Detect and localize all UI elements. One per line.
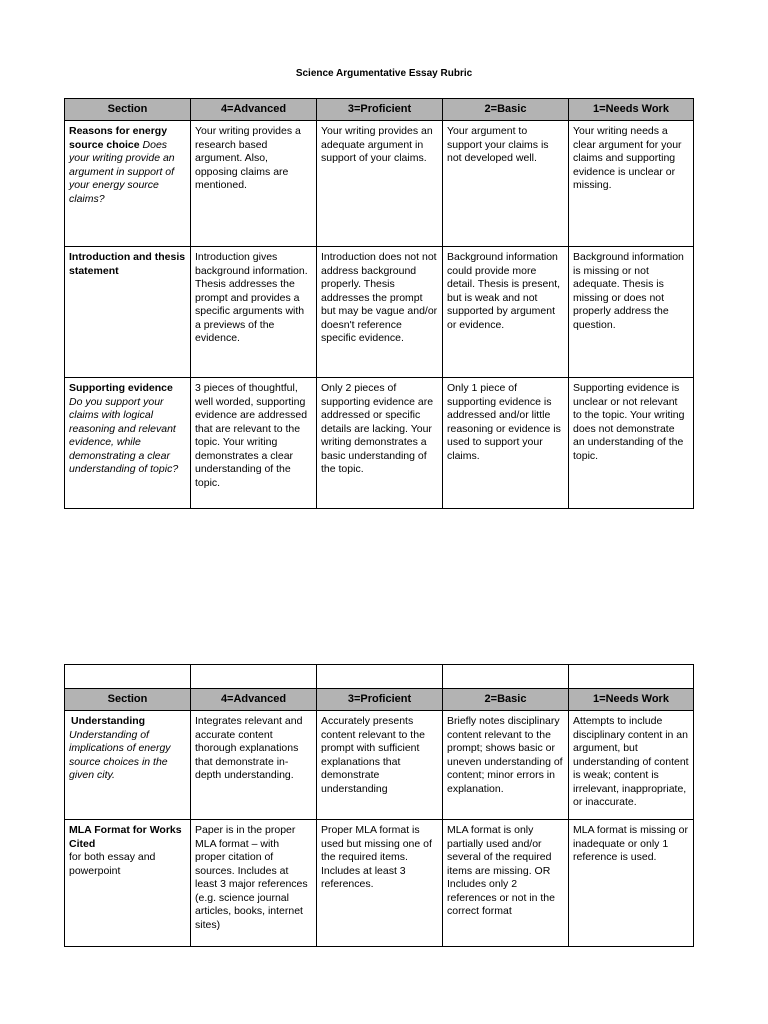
needs-work-cell: MLA format is missing or inadequate or only 1 reference is used. [569,820,694,947]
header-row [65,99,694,121]
proficient-cell: Introduction does not not address background properly. Thesis addresses the prompt but may be vague and/or doesn't reference specific evidence. [317,247,443,378]
rubric-table-2 [64,664,694,947]
blank-cell [569,665,694,689]
proficient-cell: Proper MLA format is used but missing one of the required items. Includes at least 3 references. [317,820,443,947]
proficient-cell: Only 2 pieces of supporting evidence are addressed or specific details are lacking. Your writing demonstrates a basic understanding of the topic. [317,378,443,509]
table-row [65,121,694,247]
basic-cell: Only 1 piece of supporting evidence is addressed and/or little reasoning or evidence is used to support your claims. [443,378,569,509]
header-needs-work: 1=Needs Work [569,689,694,711]
blank-cell [65,665,191,689]
header-section: Section [65,689,191,711]
table-row [65,820,694,947]
section-name: MLA Format for Works Cited [69,824,182,850]
header-proficient: 3=Proficient [317,99,443,121]
advanced-cell: Integrates relevant and accurate content thorough explanations that demonstrate in-depth understanding. [191,711,317,820]
table-row [65,378,694,509]
section-cell [65,121,191,247]
section-description: Does your writing provide an argument in support of your energy source claims? [69,138,175,205]
advanced-cell: Paper is in the proper MLA format – with proper citation of sources. Includes at least 3 major references (e.g. science journal articles, books, internet sites) [191,820,317,947]
header-row [65,689,694,711]
table-row [65,247,694,378]
header-basic: 2=Basic [443,99,569,121]
advanced-cell: 3 pieces of thoughtful, well worded, supporting evidence are addressed that are relevant to the topic. Your writing demonstrates a clear understanding of the topic. [191,378,317,509]
advanced-cell: Introduction gives background information. Thesis addresses the prompt and provides a specific arguments with a previews of the evidence. [191,247,317,378]
basic-cell: MLA format is only partially used and/or several of the required items are missing. OR Includes only 2 references or not in the correct format [443,820,569,947]
basic-cell: Briefly notes disciplinary content relevant to the prompt; shows basic or uneven understanding of content; minor errors in explanation. [443,711,569,820]
advanced-cell: Your writing provides a research based argument. Also, opposing claims are mentioned. [191,121,317,247]
header-section: Section [65,99,191,121]
blank-cell [317,665,443,689]
document-title: Science Argumentative Essay Rubric [295,68,473,79]
header-proficient: 3=Proficient [317,689,443,711]
basic-cell: Background information could provide more detail. Thesis is present, but is weak and not supported by argument or evidence. [443,247,569,378]
rubric-table-1 [64,98,694,509]
blank-cell [443,665,569,689]
header-needs-work: 1=Needs Work [569,99,694,121]
header-advanced: 4=Advanced [191,689,317,711]
header-advanced: 4=Advanced [191,99,317,121]
section-name: Supporting evidence [69,382,173,394]
section-cell [65,711,191,820]
header-basic: 2=Basic [443,689,569,711]
section-name: Introduction and thesis statement [69,251,186,277]
section-name: Reasons for energy source choice [69,125,168,151]
needs-work-cell: Background information is missing or not adequate. Thesis is missing or does not properly address the question. [569,247,694,378]
section-cell [65,378,191,509]
needs-work-cell: Your writing needs a clear argument for your claims and supporting evidence is unclear or missing. [569,121,694,247]
proficient-cell: Your writing provides an adequate argument in support of your claims. [317,121,443,247]
table-row [65,711,694,820]
section-description: Do you support your claims with logical reasoning and relevant evidence, while demonstrating a clear understanding of topic? [69,395,179,475]
blank-row [65,665,694,689]
basic-cell: Your argument to support your claims is not developed well. [443,121,569,247]
section-cell [65,820,191,947]
section-description: Understanding of implications of energy source choices in the given city. [69,728,171,781]
section-cell [65,247,191,378]
section-name: Understanding [71,715,146,727]
blank-cell [191,665,317,689]
section-description: for both essay and powerpoint [69,851,156,877]
needs-work-cell: Attempts to include disciplinary content in an argument, but understanding of content is weak; content is irrelevant, inappropriate, or inaccurate. [569,711,694,820]
proficient-cell: Accurately presents content relevant to the prompt with sufficient explanations that demonstrate understanding [317,711,443,820]
needs-work-cell: Supporting evidence is unclear or not relevant to the topic. Your writing does not demonstrate an understanding of the topic. [569,378,694,509]
